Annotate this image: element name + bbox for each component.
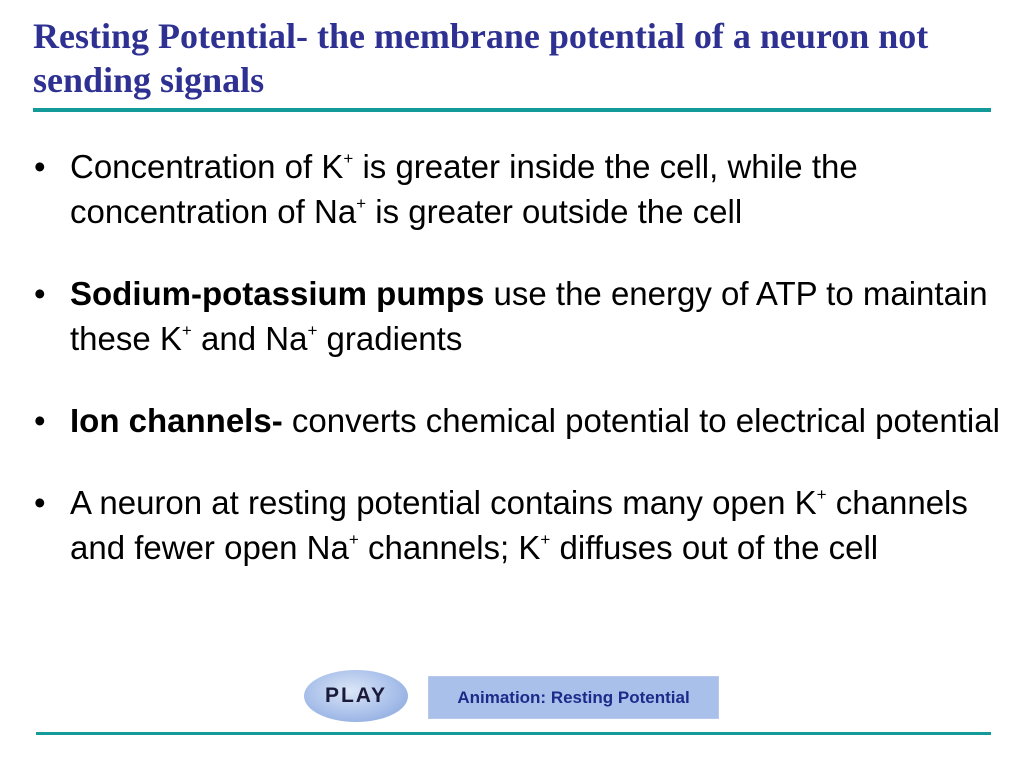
bullet-marker: • (34, 148, 46, 185)
animation-link[interactable]: Animation: Resting Potential (428, 676, 719, 719)
bullet-list (30, 144, 1005, 607)
bullet-item: • A neuron at resting potential contains many open K+ channels and fewer open Na+ channels; K+ diffuses out of the cell (30, 480, 1005, 570)
bullet-item: • Ion channels- converts chemical potential to electrical potential (30, 398, 1005, 443)
bullet-marker: • (34, 402, 46, 439)
footer-divider (36, 732, 991, 735)
bullet-item: • Concentration of K+ is greater inside the cell, while the concentration of Na+ is greater outside the cell (30, 144, 1005, 234)
bullet-marker: • (34, 484, 46, 521)
play-button[interactable]: PLAY (304, 670, 408, 722)
title-divider (33, 108, 991, 112)
bullet-item: • Sodium-potassium pumps use the energy of ATP to maintain these K+ and Na+ gradients (30, 271, 1005, 361)
slide-title: Resting Potential- the membrane potential of a neuron not sending signals (33, 16, 929, 100)
bullet-marker: • (34, 275, 46, 312)
